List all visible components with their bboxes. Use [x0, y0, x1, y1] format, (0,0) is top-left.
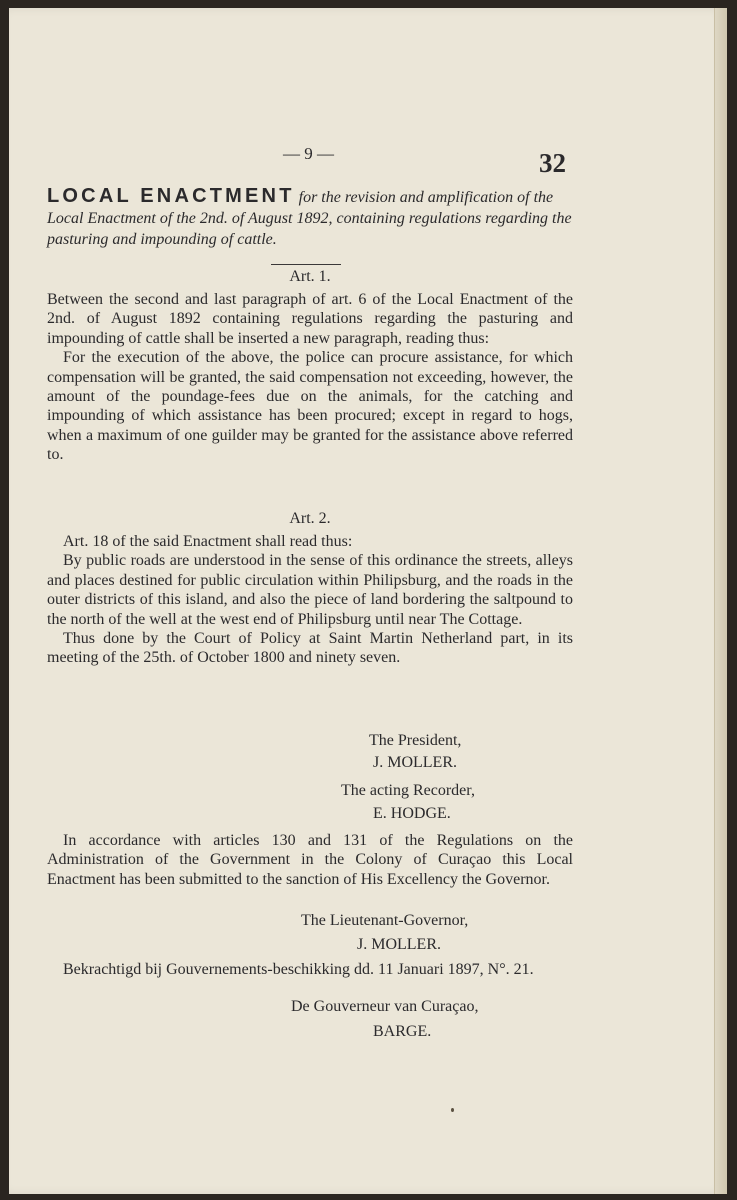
president-title: The President,: [369, 732, 462, 749]
document-title: [47, 186, 573, 250]
article-2: [47, 510, 573, 668]
article-2-paragraph-3: Thus done by the Court of Policy at Saint Martin Netherland part, in its meeting of the 25th. of October 1800 and ninety seven.: [47, 630, 573, 667]
page-edge: [714, 8, 727, 1194]
document-number: 32: [539, 148, 566, 178]
article-1-paragraph-1: Between the second and last paragraph of art. 6 of the Local Enactment of the 2nd. of August 1892 containing regulations regarding the pasturing and impounding of cattle shall be inserted a new paragraph, reading thus:: [47, 291, 573, 347]
article-2-heading: Art. 2.: [289, 510, 331, 527]
article-1-heading: Art. 1.: [289, 268, 331, 285]
governor-title: De Gouverneur van Curaçao,: [291, 998, 479, 1015]
accordance-paragraph: [47, 831, 573, 889]
title-lead: LOCAL ENACTMENT: [47, 185, 295, 207]
lt-governor-title: The Lieutenant-Governor,: [301, 912, 469, 929]
governor-name: BARGE.: [373, 1023, 432, 1040]
ratification-text: Bekrachtigd bij Gouvernements-beschikking dd. 11 Januari 1897, N°. 21.: [63, 961, 534, 978]
accordance-text: In accordance with articles 130 and 131 of the Regulations on the Administration of the Government in the Colony of Curaçao this Local Enactment has been submitted to the sanction of His Excellency the Governor.: [47, 832, 573, 888]
ratification-paragraph: [47, 960, 573, 979]
document-page: [9, 8, 727, 1194]
lt-governor-name: J. MOLLER.: [357, 936, 441, 953]
title-divider: [271, 264, 341, 265]
page-number: — 9 —: [283, 144, 334, 163]
paper-speck: [451, 1108, 454, 1112]
article-1-paragraph-2: For the execution of the above, the police can procure assistance, for which compensation will be granted, the said compensation not exceeding, however, the amount of the poundage-fees due on the animals, for the catching and impounding of which assistance has been procured; except in regard to hogs, when a maximum of one guilder may be granted for the assistance above referred to.: [47, 349, 573, 464]
president-name: J. MOLLER.: [373, 754, 457, 771]
recorder-title: The acting Recorder,: [341, 782, 475, 799]
article-2-paragraph-2: By public roads are understood in the sense of this ordinance the streets, alleys and places destined for public circulation within Philipsburg, and the roads in the outer districts of this island, and also the piece of land bordering the saltpound to the north of the well at the west end of Philipsburg until near The Cottage.: [47, 552, 573, 628]
article-1: [47, 268, 573, 465]
title-rest: for the revision and amplification of the Local Enactment of the 2nd. of August 1892, containing regulations regarding the pasturing and impounding of cattle.: [47, 189, 572, 248]
article-2-paragraph-1: Art. 18 of the said Enactment shall read thus:: [63, 533, 353, 550]
recorder-name: E. HODGE.: [373, 805, 451, 822]
